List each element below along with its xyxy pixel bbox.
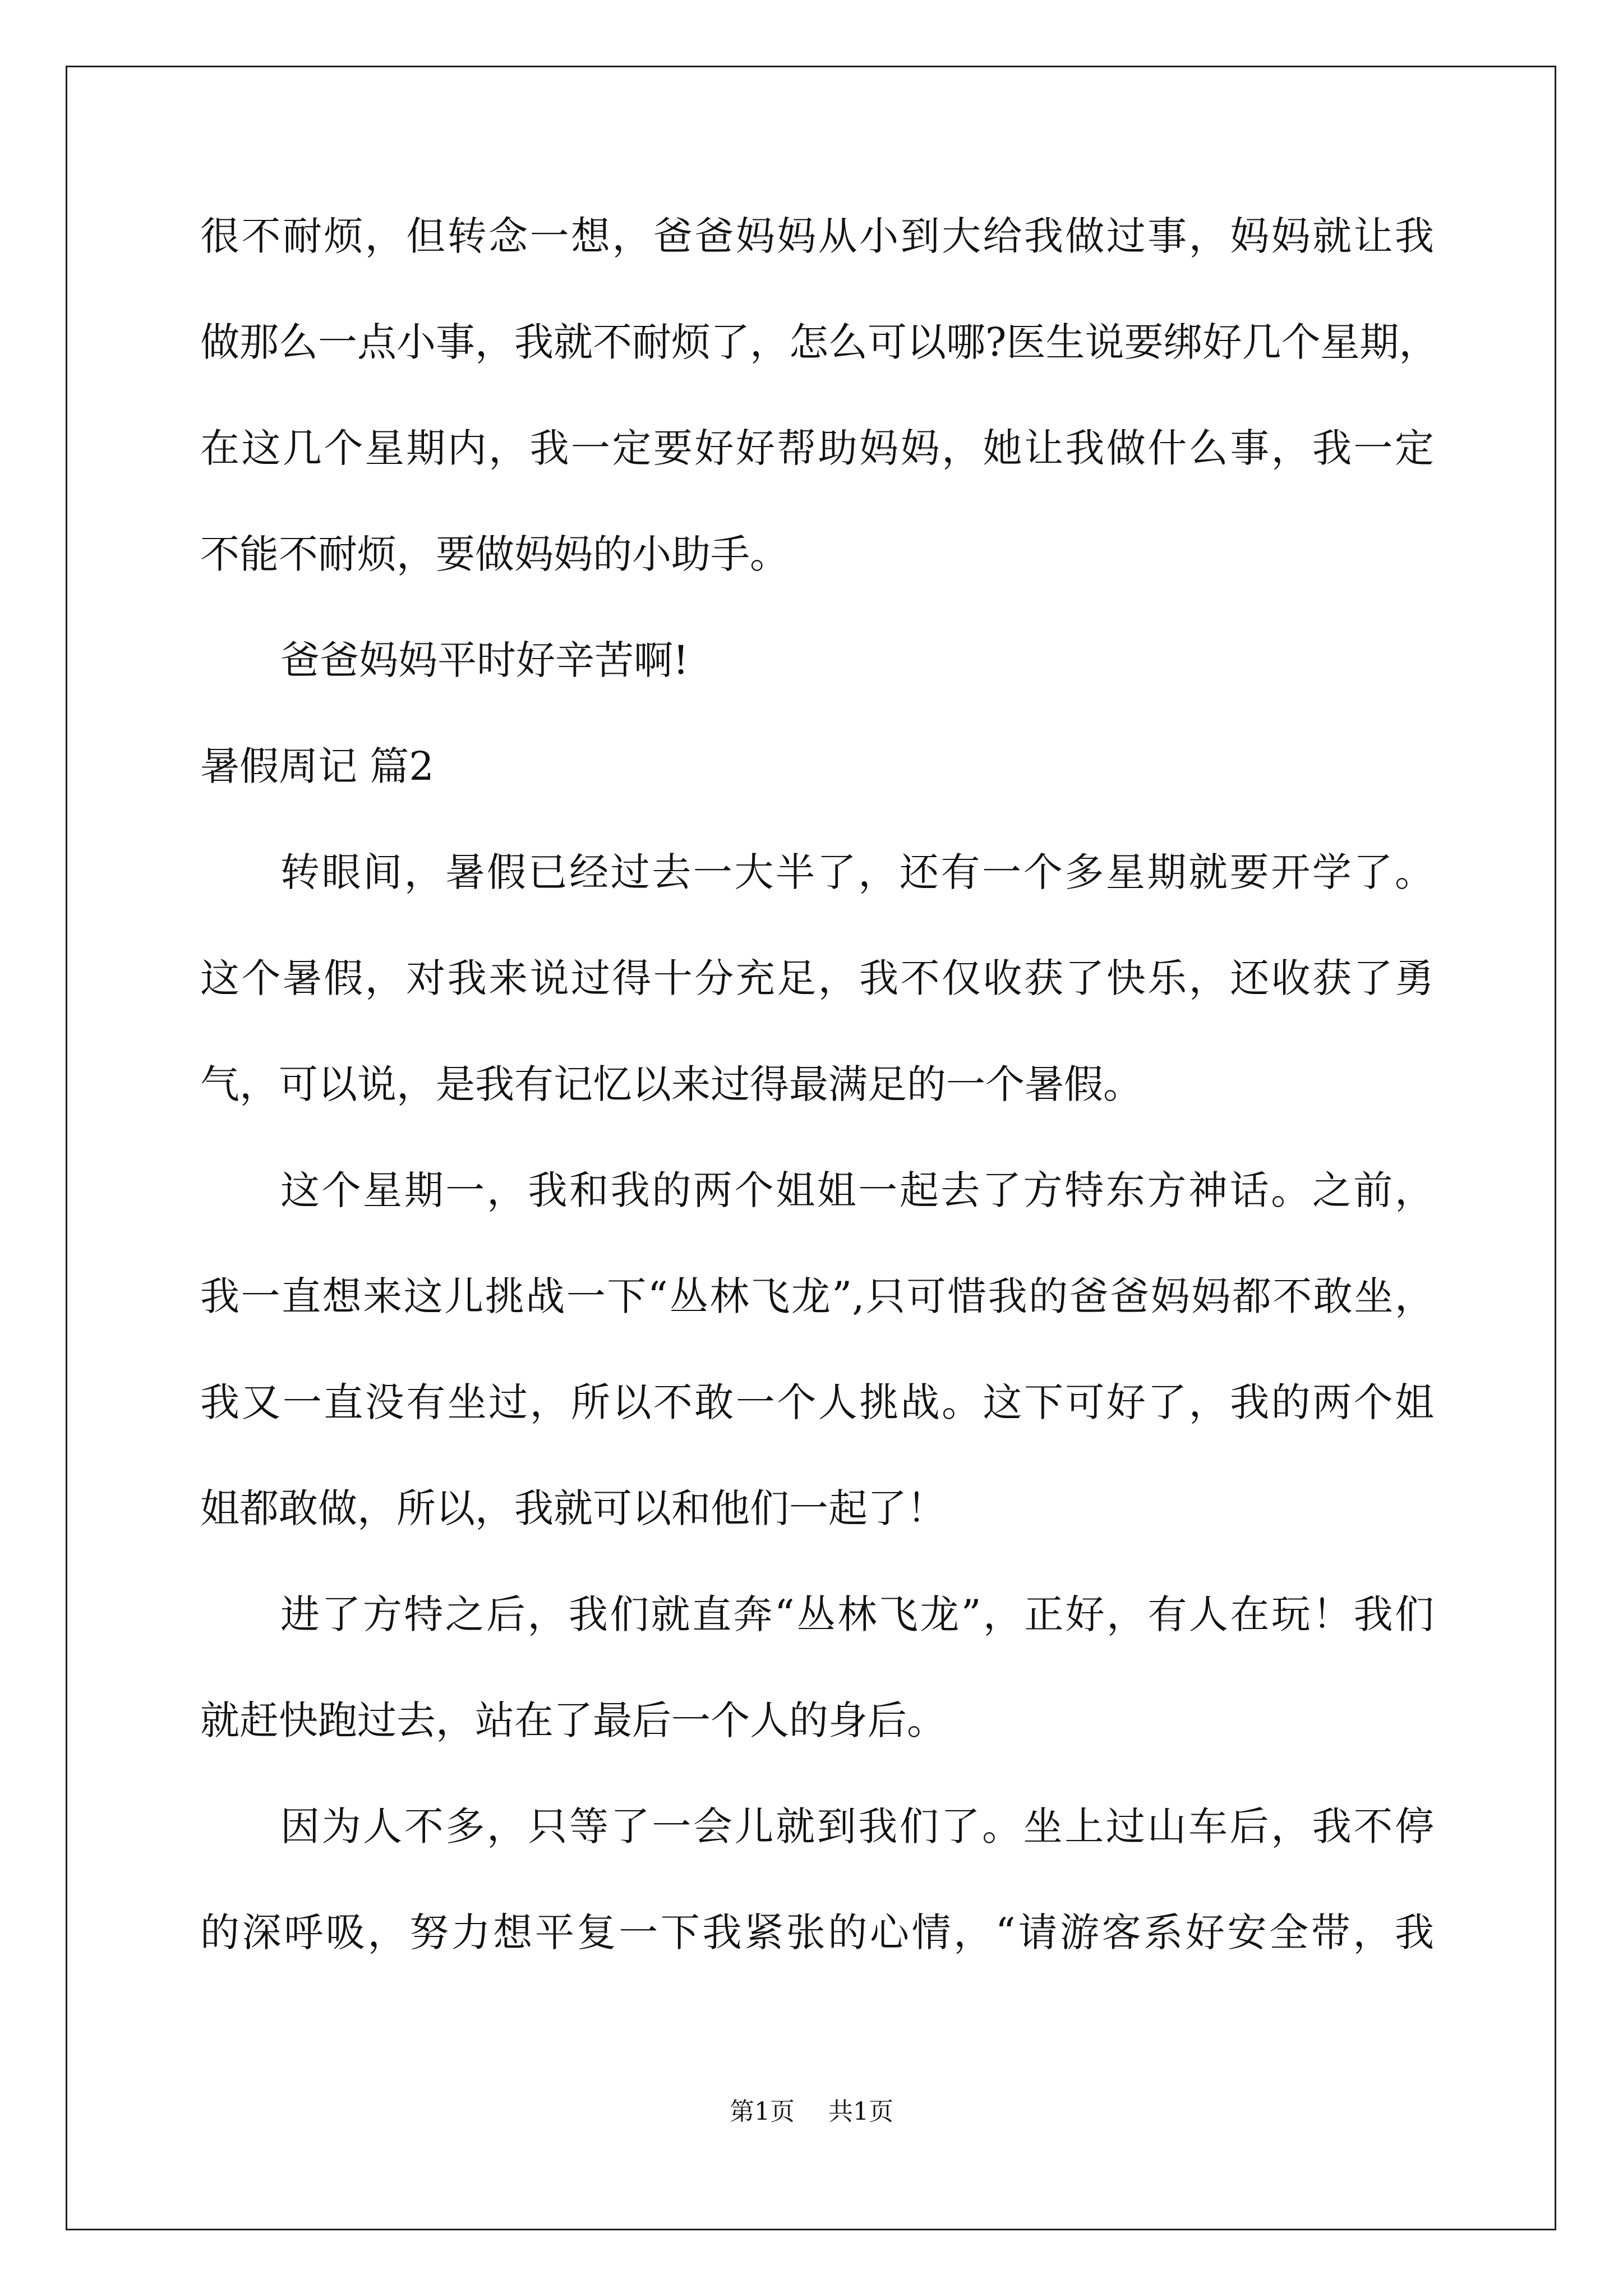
text-line: 爸爸妈妈平时好辛苦啊! xyxy=(280,637,689,683)
text-line: 气，可以说，是我有记忆以来过得最满足的一个暑假。 xyxy=(200,1061,1142,1107)
text-line: 这个星期一，我和我的两个姐姐一起去了方特东方神话。之前， xyxy=(280,1167,1434,1213)
text-line: 我又一直没有坐过，所以不敢一个人挑战。这下可好了，我的两个姐 xyxy=(200,1379,1434,1425)
text-line: 转眼间，暑假已经过去一大半了，还有一个多星期就要开学了。 xyxy=(280,849,1434,895)
text-line: 姐都敢做，所以，我就可以和他们一起了！ xyxy=(200,1485,946,1531)
text-line: 不能不耐烦，要做妈妈的小助手。 xyxy=(200,531,789,577)
text-line: 在这几个星期内，我一定要好好帮助妈妈，她让我做什么事，我一定 xyxy=(200,425,1434,471)
text-line: 的深呼吸，努力想平复一下我紧张的心情，“请游客系好安全带，我 xyxy=(200,1910,1434,1955)
page-number-total: 共1页 xyxy=(828,2097,893,2126)
text-line: 很不耐烦，但转念一想，爸爸妈妈从小到大给我做过事，妈妈就让我 xyxy=(200,213,1434,259)
text-line: 我一直想来这儿挑战一下“丛林飞龙”,只可惜我的爸爸妈妈都不敢坐， xyxy=(200,1273,1434,1319)
page-number-current: 第1页 xyxy=(730,2097,795,2126)
section-heading: 暑假周记 篇2 xyxy=(200,743,434,789)
text-line: 进了方特之后，我们就直奔“丛林飞龙”，正好，有人在玩！我们 xyxy=(280,1591,1434,1637)
document-body xyxy=(200,213,1438,2018)
text-line: 就赶快跑过去，站在了最后一个人的身后。 xyxy=(200,1697,946,1743)
text-line: 做那么一点小事，我就不耐烦了，怎么可以哪?医生说要绑好几个星期， xyxy=(200,319,1438,365)
text-line: 这个暑假，对我来说过得十分充足，我不仅收获了快乐，还收获了勇 xyxy=(200,955,1434,1001)
page-footer xyxy=(0,2098,1623,2126)
text-line: 因为人不多，只等了一会儿就到我们了。坐上过山车后，我不停 xyxy=(280,1803,1434,1849)
